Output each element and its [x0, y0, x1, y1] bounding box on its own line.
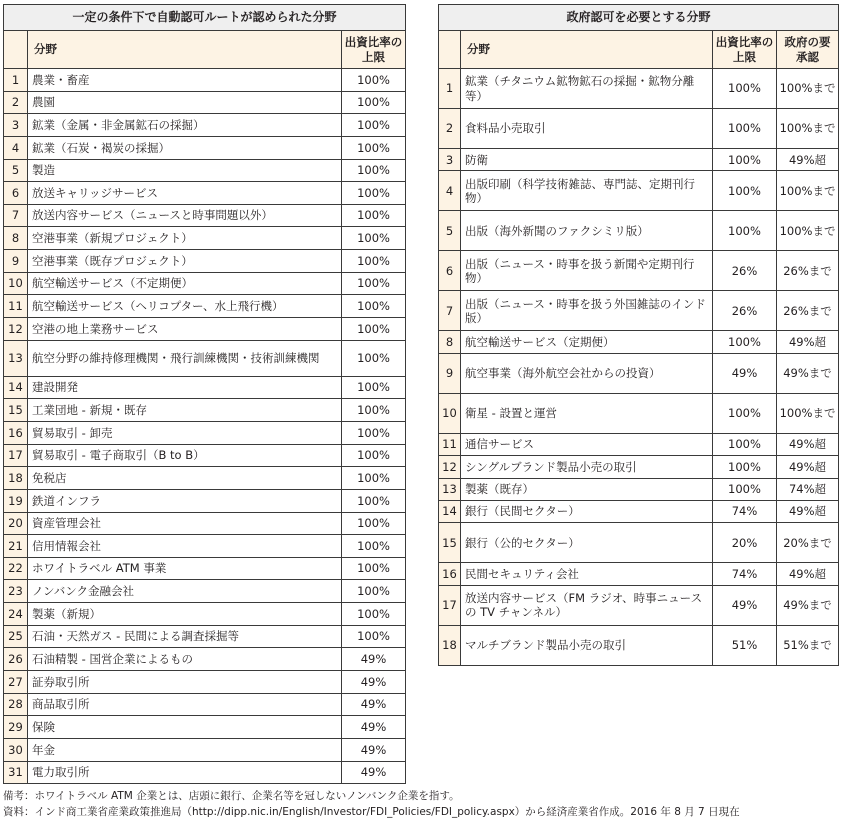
auto-route-title: 一定の条件下で自動認可ルートが認められた分野 [4, 5, 406, 31]
field-name: 航空事業（海外航空会社からの投資） [461, 353, 713, 393]
row-number: 18 [439, 625, 461, 665]
investment-cap: 100% [713, 433, 777, 455]
row-number: 23 [4, 580, 28, 603]
row-number: 8 [4, 227, 28, 250]
table-row [4, 91, 406, 114]
field-name: 通信サービス [461, 433, 713, 455]
approval-requirement: 20%まで [777, 523, 839, 563]
field-name: 鉱業（チタニウム鉱物鉱石の採掘・鉱物分離等） [461, 69, 713, 109]
table-row [4, 159, 406, 182]
row-number: 31 [4, 761, 28, 784]
investment-cap: 100% [342, 204, 406, 227]
approval-requirement: 49%まで [777, 585, 839, 625]
investment-cap: 49% [342, 693, 406, 716]
investment-cap: 74% [713, 563, 777, 585]
table-row [439, 456, 839, 478]
row-number: 27 [4, 671, 28, 694]
government-approval-table [438, 4, 839, 666]
investment-cap: 100% [342, 159, 406, 182]
field-name: 製薬（既存） [461, 478, 713, 500]
row-number: 18 [4, 467, 28, 490]
field-name: 商品取引所 [28, 693, 342, 716]
investment-cap: 100% [713, 331, 777, 353]
table-row [439, 353, 839, 393]
field-name: 資産管理会社 [28, 512, 342, 535]
field-name: 建設開発 [28, 376, 342, 399]
table-row [4, 671, 406, 694]
investment-cap: 100% [713, 149, 777, 171]
investment-cap: 100% [342, 376, 406, 399]
table-header-row [439, 31, 839, 69]
field-name: 放送内容サービス（ニュースと時事問題以外） [28, 204, 342, 227]
table-row [4, 421, 406, 444]
table-title-row [4, 5, 406, 31]
table-row [4, 114, 406, 137]
approval-requirement: 49%超 [777, 456, 839, 478]
field-name: 出版（ニュース・時事を扱う新聞や定期刊行物） [461, 251, 713, 291]
approval-requirement: 100%まで [777, 69, 839, 109]
remark-note: 備考：ホワイトラベル ATM 企業とは、店頭に銀行、企業名等を冠しないノンバンク企業を指す。 [3, 790, 460, 802]
field-name: 鉱業（石炭・褐炭の採掘） [28, 136, 342, 159]
field-name: 保険 [28, 716, 342, 739]
row-number: 5 [4, 159, 28, 182]
investment-cap: 100% [342, 114, 406, 137]
table-row [4, 227, 406, 250]
table-row [4, 340, 406, 376]
field-name: 防衛 [461, 149, 713, 171]
row-number: 25 [4, 625, 28, 648]
table-row [4, 204, 406, 227]
investment-cap: 100% [342, 69, 406, 92]
table-row [439, 500, 839, 522]
field-name: 鉄道インフラ [28, 489, 342, 512]
table-row [4, 69, 406, 92]
approval-requirement: 100%まで [777, 109, 839, 149]
table-row [4, 376, 406, 399]
field-name: 出版（ニュース・時事を扱う外国雑誌のインド版） [461, 291, 713, 331]
field-name: シングルブランド製品小売の取引 [461, 456, 713, 478]
field-name: 免税店 [28, 467, 342, 490]
approval-requirement: 49%超 [777, 563, 839, 585]
field-name: 食料品小売取引 [461, 109, 713, 149]
row-number: 6 [439, 251, 461, 291]
row-number: 11 [439, 433, 461, 455]
row-number: 24 [4, 603, 28, 626]
table-row [4, 557, 406, 580]
header-no [439, 31, 461, 69]
table-row [439, 251, 839, 291]
row-number: 1 [439, 69, 461, 109]
field-name: 出版（海外新聞のファクシミリ版） [461, 211, 713, 251]
field-name: 航空分野の維持修理機関・飛行訓練機関・技術訓練機関 [28, 340, 342, 376]
table-title-row [439, 5, 839, 31]
investment-cap: 100% [342, 444, 406, 467]
table-row [4, 603, 406, 626]
field-name: 工業団地 - 新規・既存 [28, 399, 342, 422]
table-row [4, 580, 406, 603]
row-number: 22 [4, 557, 28, 580]
table-row [439, 625, 839, 665]
row-number: 17 [439, 585, 461, 625]
row-number: 2 [4, 91, 28, 114]
source-note: 資料：インド商工業省産業政策推進局（http://dipp.nic.in/English/Investor/FDI_Policies/FDI_policy.aspx）から経済産業省作成。2016 年 8 月 7 日現在 [3, 806, 740, 818]
table-row [4, 318, 406, 341]
row-number: 11 [4, 295, 28, 318]
investment-cap: 49% [713, 585, 777, 625]
approval-requirement: 26%まで [777, 251, 839, 291]
approval-requirement: 100%まで [777, 171, 839, 211]
investment-cap: 100% [713, 171, 777, 211]
field-name: マルチブランド製品小売の取引 [461, 625, 713, 665]
table-row [439, 69, 839, 109]
row-number: 2 [439, 109, 461, 149]
row-number: 19 [4, 489, 28, 512]
row-number: 9 [4, 250, 28, 273]
row-number: 26 [4, 648, 28, 671]
field-name: 貿易取引 - 電子商取引（B to B） [28, 444, 342, 467]
table-row [4, 182, 406, 205]
investment-cap: 49% [342, 738, 406, 761]
table-row [4, 512, 406, 535]
investment-cap: 74% [713, 500, 777, 522]
field-name: 出版印刷（科学技術雑誌、専門誌、定期刊行物） [461, 171, 713, 211]
investment-cap: 100% [342, 489, 406, 512]
investment-cap: 100% [342, 421, 406, 444]
field-name: 銀行（民間セクター） [461, 500, 713, 522]
row-number: 3 [4, 114, 28, 137]
table-row [439, 585, 839, 625]
investment-cap: 26% [713, 291, 777, 331]
row-number: 3 [439, 149, 461, 171]
investment-cap: 100% [342, 318, 406, 341]
field-name: 証券取引所 [28, 671, 342, 694]
investment-cap: 100% [342, 535, 406, 558]
table-row [439, 563, 839, 585]
field-name: 航空輸送サービス（不定期便） [28, 272, 342, 295]
government-approval-title: 政府認可を必要とする分野 [439, 5, 839, 31]
approval-requirement: 49%まで [777, 353, 839, 393]
table-row [4, 467, 406, 490]
approval-requirement: 51%まで [777, 625, 839, 665]
field-name: 航空輸送サービス（定期便） [461, 331, 713, 353]
row-number: 29 [4, 716, 28, 739]
field-name: ホワイトラベル ATM 事業 [28, 557, 342, 580]
row-number: 7 [439, 291, 461, 331]
investment-cap: 100% [342, 136, 406, 159]
investment-cap: 100% [342, 250, 406, 273]
table-row [4, 399, 406, 422]
table-row [439, 331, 839, 353]
header-approval: 政府の要承認 [777, 31, 839, 69]
investment-cap: 100% [342, 399, 406, 422]
row-number: 12 [4, 318, 28, 341]
field-name: 年金 [28, 738, 342, 761]
row-number: 21 [4, 535, 28, 558]
investment-cap: 49% [713, 353, 777, 393]
investment-cap: 26% [713, 251, 777, 291]
approval-requirement: 49%超 [777, 433, 839, 455]
investment-cap: 100% [342, 227, 406, 250]
field-name: 民間セキュリティ会社 [461, 563, 713, 585]
table-row [439, 211, 839, 251]
table-row [439, 171, 839, 211]
table-row [4, 648, 406, 671]
row-number: 20 [4, 512, 28, 535]
row-number: 4 [4, 136, 28, 159]
table-row [439, 523, 839, 563]
table-row [439, 149, 839, 171]
table-row [4, 535, 406, 558]
field-name: 製造 [28, 159, 342, 182]
approval-requirement: 49%超 [777, 331, 839, 353]
approval-requirement: 100%まで [777, 211, 839, 251]
investment-cap: 20% [713, 523, 777, 563]
field-name: 信用情報会社 [28, 535, 342, 558]
table-row [4, 716, 406, 739]
row-number: 17 [4, 444, 28, 467]
table-row [439, 109, 839, 149]
row-number: 4 [439, 171, 461, 211]
row-number: 8 [439, 331, 461, 353]
row-number: 5 [439, 211, 461, 251]
table-header-row [4, 31, 406, 69]
approval-requirement: 49%超 [777, 149, 839, 171]
approval-requirement: 74%超 [777, 478, 839, 500]
row-number: 10 [439, 393, 461, 433]
investment-cap: 100% [713, 478, 777, 500]
investment-cap: 100% [342, 580, 406, 603]
row-number: 13 [439, 478, 461, 500]
field-name: 鉱業（金属・非金属鉱石の採掘） [28, 114, 342, 137]
table-row [4, 136, 406, 159]
field-name: ノンバンク金融会社 [28, 580, 342, 603]
field-name: 電力取引所 [28, 761, 342, 784]
investment-cap: 49% [342, 671, 406, 694]
header-field: 分野 [461, 31, 713, 69]
row-number: 13 [4, 340, 28, 376]
investment-cap: 100% [713, 69, 777, 109]
field-name: 放送内容サービス（FM ラジオ、時事ニュースの TV チャンネル） [461, 585, 713, 625]
table-row [4, 444, 406, 467]
investment-cap: 100% [713, 211, 777, 251]
investment-cap: 100% [342, 182, 406, 205]
table-row [4, 738, 406, 761]
field-name: 製薬（新規） [28, 603, 342, 626]
investment-cap: 49% [342, 716, 406, 739]
investment-cap: 100% [713, 456, 777, 478]
row-number: 9 [439, 353, 461, 393]
row-number: 15 [439, 523, 461, 563]
table-row [4, 489, 406, 512]
approval-requirement: 49%超 [777, 500, 839, 522]
table-row [4, 625, 406, 648]
investment-cap: 100% [713, 393, 777, 433]
row-number: 14 [4, 376, 28, 399]
footnotes [3, 788, 740, 820]
investment-cap: 100% [342, 91, 406, 114]
row-number: 7 [4, 204, 28, 227]
table-row [439, 393, 839, 433]
auto-route-table [3, 4, 406, 784]
investment-cap: 100% [342, 467, 406, 490]
header-cap: 出資比率の上限 [713, 31, 777, 69]
table-row [4, 761, 406, 784]
table-row [439, 478, 839, 500]
approval-requirement: 26%まで [777, 291, 839, 331]
table-row [4, 272, 406, 295]
table-row [4, 295, 406, 318]
field-name: 石油・天然ガス - 民間による調査採掘等 [28, 625, 342, 648]
row-number: 28 [4, 693, 28, 716]
investment-cap: 51% [713, 625, 777, 665]
row-number: 6 [4, 182, 28, 205]
field-name: 銀行（公的セクター） [461, 523, 713, 563]
field-name: 空港事業（既存プロジェクト） [28, 250, 342, 273]
header-no [4, 31, 28, 69]
row-number: 15 [4, 399, 28, 422]
field-name: 空港事業（新規プロジェクト） [28, 227, 342, 250]
investment-cap: 100% [342, 272, 406, 295]
investment-cap: 100% [342, 557, 406, 580]
investment-cap: 49% [342, 761, 406, 784]
field-name: 石油精製 - 国営企業によるもの [28, 648, 342, 671]
field-name: 農業・畜産 [28, 69, 342, 92]
header-field: 分野 [28, 31, 342, 69]
row-number: 16 [4, 421, 28, 444]
field-name: 空港の地上業務サービス [28, 318, 342, 341]
row-number: 16 [439, 563, 461, 585]
investment-cap: 100% [342, 295, 406, 318]
row-number: 1 [4, 69, 28, 92]
table-row [439, 433, 839, 455]
investment-cap: 100% [342, 625, 406, 648]
investment-cap: 100% [342, 512, 406, 535]
field-name: 衛星 - 設置と運営 [461, 393, 713, 433]
field-name: 貿易取引 - 卸売 [28, 421, 342, 444]
investment-cap: 100% [342, 603, 406, 626]
investment-cap: 100% [713, 109, 777, 149]
row-number: 12 [439, 456, 461, 478]
table-row [439, 291, 839, 331]
field-name: 放送キャリッジサービス [28, 182, 342, 205]
row-number: 30 [4, 738, 28, 761]
table-row [4, 693, 406, 716]
approval-requirement: 100%まで [777, 393, 839, 433]
field-name: 航空輸送サービス（ヘリコプター、水上飛行機） [28, 295, 342, 318]
investment-cap: 100% [342, 340, 406, 376]
table-row [4, 250, 406, 273]
investment-cap: 49% [342, 648, 406, 671]
field-name: 農園 [28, 91, 342, 114]
row-number: 10 [4, 272, 28, 295]
header-cap: 出資比率の上限 [342, 31, 406, 69]
row-number: 14 [439, 500, 461, 522]
